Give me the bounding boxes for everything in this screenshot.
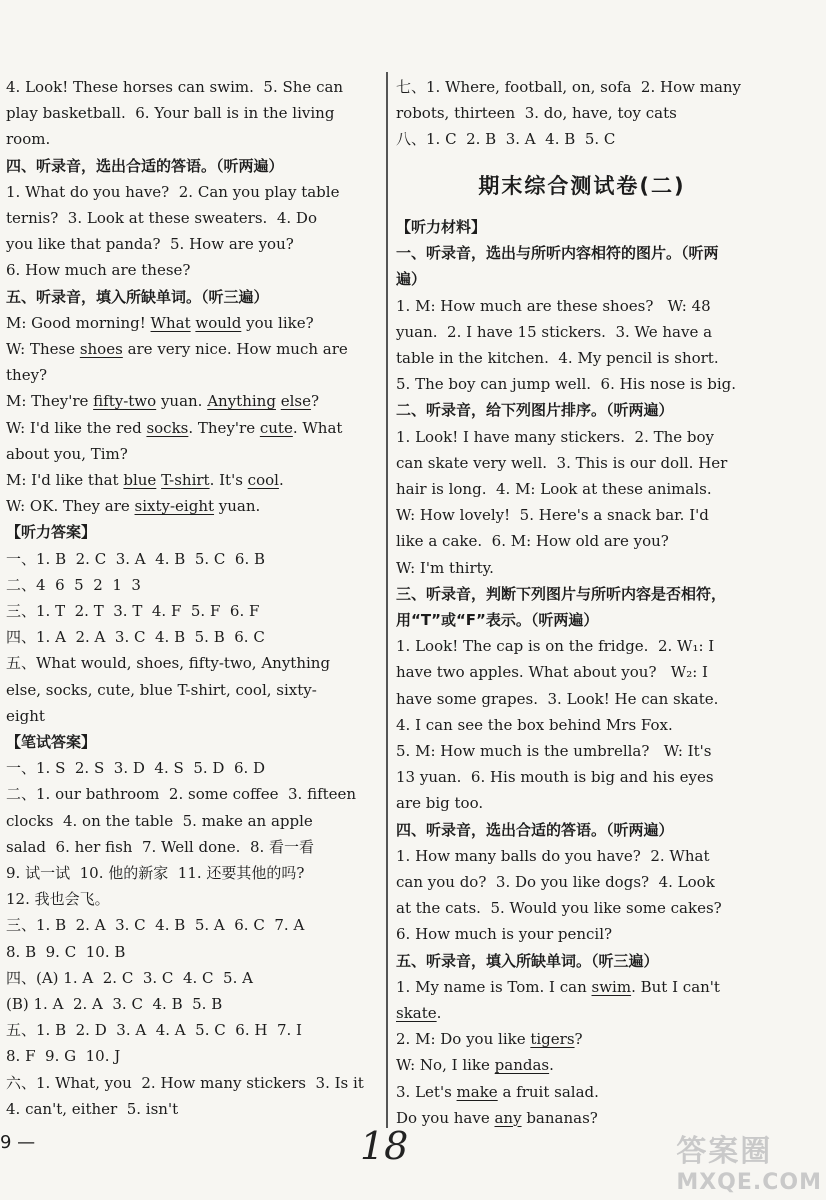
text-line [396,450,727,476]
text-segment: they? [6,366,48,385]
text-segment: 5. The boy can jump well. 6. His nose is big. [396,375,737,394]
text-segment: at the cats. 5. Would you like some cakes? [396,899,722,918]
text-line [6,624,265,650]
text-segment: room. [6,130,51,149]
text-line [396,1105,598,1131]
underlined-answer: Anything [207,392,276,411]
text-segment: M: Good morning! [6,313,151,332]
text-line [396,895,722,921]
text-segment: have some grapes. 3. Look! He can skate. [396,689,719,708]
text-line [396,100,677,126]
text-segment: table in the kitchen. 4. My pencil is short. [396,349,719,367]
text-segment: 八、1. C 2. B 3. A 4. B 5. C [396,130,616,149]
section-heading: 三、听录音，判断下列图片与所听内容是否相符， [396,584,727,603]
text-line [6,1017,302,1043]
text-line [6,939,125,965]
text-segment: 6. How much are these? [6,261,191,280]
handwritten-page-number: 18 [360,1124,409,1168]
section-heading: 四、听录音，选出合适的答语。（听两遍） [6,156,284,175]
text-segment: 七、1. Where, football, on, sofa 2. How many [396,78,742,96]
underlined-answer: What [150,313,191,332]
text-segment: 1. My name is Tom. I can [396,977,592,996]
text-segment: robots, thirteen 3. do, have, toy cats [396,104,677,123]
text-segment: 三、1. B 2. A 3. C 4. B 5. A 6. C 7. A [6,916,305,935]
underlined-answer: would [195,313,242,332]
text-segment: 六、1. What, you 2. How many stickers 3. Is it [6,1073,364,1092]
underlined-answer: swim [591,977,632,996]
text-line [396,712,673,738]
text-segment: are very nice. How much are [122,340,348,358]
text-segment: W: No, I like [396,1056,495,1075]
section-heading: 【听力材料】 [396,218,487,236]
section-heading: 【笔试答案】 [6,733,97,751]
text-line [6,100,334,126]
text-line [6,860,304,886]
text-line [396,974,720,1000]
text-line [6,388,319,414]
text-segment: ? [310,392,320,411]
text-segment: . What [292,418,343,437]
text-line [396,948,659,974]
text-segment: 1. What do you have? 2. Can you play table [6,182,340,201]
underlined-answer: any [494,1108,522,1127]
text-segment: . [436,1004,442,1022]
text-line [396,214,486,240]
text-segment: M: I'd like that [6,471,124,489]
text-line [396,266,426,292]
text-line [6,677,317,703]
text-line [396,686,718,712]
text-segment: M: They're [6,392,94,411]
text-line [396,1052,554,1078]
watermark-url: MXQE.COM [676,1170,822,1195]
text-line [6,572,141,598]
page-number: 9 — [0,1132,36,1153]
underlined-answer: cute [259,418,293,437]
text-line [6,257,190,283]
text-line [396,293,711,319]
text-line [396,528,669,554]
text-line [396,345,719,371]
text-line [396,126,615,152]
text-line [6,650,330,676]
text-line [6,1043,120,1069]
text-segment: W: OK. They are [6,497,135,516]
text-segment: salad 6. her fish 7. Well done. 8. 看一看 [6,837,315,856]
text-line [6,205,317,231]
text-segment: hair is long. 4. M: Look at these animals. [396,480,712,498]
text-segment: 五、1. B 2. D 3. A 4. A 5. C 6. H 7. I [6,1021,302,1040]
text-segment: 二、1. our bathroom 2. some coffee 3. fifteen [6,785,357,804]
text-line [396,555,494,581]
text-segment: a fruit salad. [497,1082,599,1101]
text-segment: have two apples. What about you? W₂: I [396,663,708,682]
text-line [396,397,674,423]
text-line [6,336,348,362]
text-segment: 1. How many balls do you have? 2. What [396,846,710,865]
text-segment: 1. M: How much are these shoes? W: 48 [396,296,711,315]
text-segment: 8. F 9. G 10. J [6,1047,121,1066]
text-segment: 13 yuan. 6. His mouth is big and his eyes [396,768,714,787]
text-line [6,991,222,1017]
text-segment: 一、1. S 2. S 3. D 4. S 5. D 6. D [6,759,266,778]
text-segment: 1. Look! The cap is on the fridge. 2. W₁: I [396,637,715,656]
text-line [6,1070,364,1096]
underlined-answer: pandas [494,1056,550,1075]
text-segment: 四、1. A 2. A 3. C 4. B 5. B 6. C [6,628,265,647]
text-segment: ? [574,1030,583,1049]
text-segment: 8. B 9. C 10. B [6,942,126,961]
text-segment: . It's [209,471,248,489]
underlined-answer: tigers [530,1030,575,1049]
text-segment: . [549,1056,554,1075]
section-heading: 【听力答案】 [6,523,97,542]
text-segment: 4. can't, either 5. isn't [6,1099,179,1118]
text-line [6,74,343,100]
underlined-answer: else [280,392,311,411]
text-segment: can skate very well. 3. This is our doll. Her [396,453,728,472]
watermark-title: 答案圈 [676,1134,773,1169]
text-line [396,319,712,345]
text-line [396,921,612,947]
text-line [396,1000,441,1026]
section-heading: 一、听录音，选出与所听内容相符的图片。（听两 [396,244,719,263]
underlined-answer: cool [247,471,279,489]
underlined-answer: socks [146,418,189,437]
underlined-answer: blue [123,471,157,489]
section-heading: 二、听录音，给下列图片排序。（听两遍） [396,401,674,420]
text-segment: W: These [6,340,80,358]
text-segment: play basketball. 6. Your ball is in the living [6,104,335,123]
text-segment: you like that panda? 5. How are you? [6,235,294,254]
column-divider [386,72,388,1128]
text-line [396,240,719,266]
underlined-answer: make [456,1082,498,1101]
underlined-answer: sixty-eight [134,497,215,516]
text-line [396,817,674,843]
text-segment: 二、4 6 5 2 1 3 [6,575,141,594]
text-line [396,843,709,869]
text-line [6,598,259,624]
text-segment: 2. M: Do you like [396,1030,531,1049]
section-heading: 用“T”或“F”表示。（听两遍） [396,611,599,629]
underlined-answer: skate [396,1004,437,1022]
text-segment: W: I'm thirty. [396,558,494,577]
text-line [6,415,342,441]
underlined-answer: shoes [79,340,123,358]
text-segment: ternis? 3. Look at these sweaters. 4. Do [6,209,317,227]
text-segment: yuan. 2. I have 15 stickers. 3. We have a [396,322,713,341]
text-line [6,362,47,388]
text-segment: 一、1. B 2. C 3. A 4. B 5. C 6. B [6,549,266,568]
text-segment: 4. Look! These horses can swim. 5. She can [6,78,344,96]
text-segment: . They're [188,418,260,437]
text-segment: eight [6,706,45,725]
text-line [396,633,714,659]
text-segment: . [278,471,284,489]
underlined-answer: fifty-two [93,392,157,411]
text-segment: 三、1. T 2. T 3. T 4. F 5. F 6. F [6,602,260,620]
text-line [396,1079,599,1105]
text-segment: 6. How much is your pencil? [396,925,613,944]
text-line [396,371,736,397]
section-heading: 遍） [396,270,427,289]
text-segment: yuan. [156,392,208,411]
text-segment: bananas? [521,1108,598,1127]
text-line [6,467,284,493]
text-segment: W: I'd like the red [6,418,147,437]
text-line [396,764,714,790]
text-line [396,738,711,764]
section-heading: 五、听录音，填入所缺单词。（听三遍） [396,951,659,970]
text-line [396,607,598,633]
section-title: 期末综合测试卷(二) [478,174,686,198]
text-line [6,441,128,467]
text-segment: else, socks, cute, blue T-shirt, cool, sixty- [6,680,317,699]
text-segment: yuan. [214,497,261,516]
text-line [396,476,712,502]
text-line [6,310,314,336]
text-segment: 四、(A) 1. A 2. C 3. C 4. C 5. A [6,968,253,987]
section-heading: 五、听录音，填入所缺单词。（听三遍） [6,287,269,306]
text-line [6,729,96,755]
text-segment: 9. 试一试 10. 他的新家 11. 还要其他的吗? [6,864,305,882]
text-line [6,126,50,152]
text-segment: like a cake. 6. M: How old are you? [396,532,669,551]
text-line [6,703,45,729]
text-segment: clocks 4. on the table 5. make an apple [6,811,313,830]
section-heading: 四、听录音，选出合适的答语。（听两遍） [396,820,674,839]
text-line [396,659,708,685]
text-segment: . But I can't [631,977,720,996]
text-segment: 12. 我也会飞。 [6,890,110,909]
text-line [6,179,339,205]
text-segment: 3. Let's [396,1082,457,1101]
text-segment: about you, Tim? [6,444,128,463]
watermark-logo [676,1126,822,1195]
text-line [6,546,265,572]
text-segment: you like? [241,313,314,332]
text-line [6,231,294,257]
text-segment: 5. M: How much is the umbrella? W: It's [396,742,712,760]
text-segment: W: How lovely! 5. Here's a snack bar. I'd [396,506,709,525]
underlined-answer: T-shirt [161,471,210,489]
text-line [6,755,265,781]
text-line [6,1096,178,1122]
text-line [6,493,260,519]
text-line [6,519,96,545]
text-segment: 4. I can see the box behind Mrs Fox. [396,715,673,734]
text-line [396,581,726,607]
text-segment: are big too. [396,794,484,813]
text-line [396,869,715,895]
text-line [6,284,269,310]
text-segment: can you do? 3. Do you like dogs? 4. Look [396,873,715,891]
text-line [6,886,110,912]
text-line [6,781,356,807]
text-segment: Do you have [396,1108,495,1127]
text-line [6,834,314,860]
text-line [6,912,304,938]
text-line [6,808,313,834]
text-line [396,502,709,528]
text-line [6,965,253,991]
text-line [396,74,741,100]
text-line [6,153,284,179]
text-segment: (B) 1. A 2. A 3. C 4. B 5. B [6,995,223,1013]
text-line [396,424,714,450]
text-segment: 1. Look! I have many stickers. 2. The boy [396,427,715,446]
text-segment: 五、What would, shoes, fifty-two, Anything [6,654,331,673]
text-line [396,790,483,816]
text-line [396,1026,583,1052]
